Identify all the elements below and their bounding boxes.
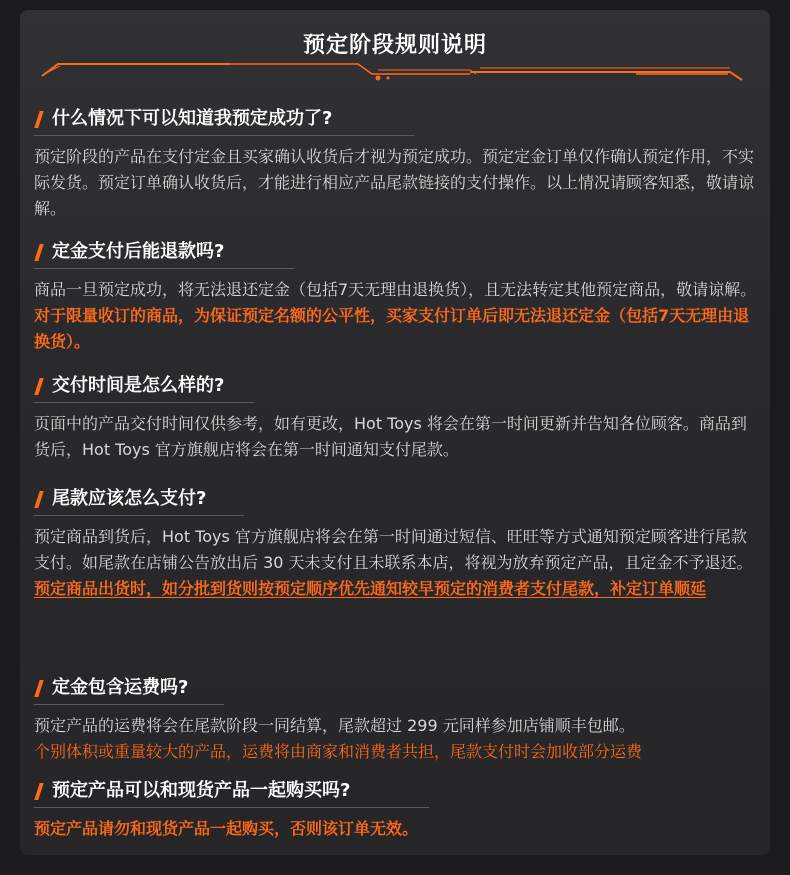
section-heading-text: 预定产品可以和现货产品一起购买吗?	[52, 780, 351, 801]
section-booking-success	[34, 104, 758, 222]
heading-underline	[34, 515, 244, 516]
accent-bar-icon	[34, 680, 44, 697]
section-text: 商品一旦预定成功，将无法退还定金（包括7天无理由退换货），且无法转定其他预定商品，敬请谅解。	[34, 280, 757, 299]
section-heading-text: 交付时间是怎么样的?	[52, 375, 225, 396]
section-body	[34, 816, 758, 842]
section-shipping-fee	[34, 673, 758, 765]
section-highlight: 对于限量收订的商品，为保证预定名额的公平性，买家支付订单后即无法退还定金（包括7天无理由退换货）。	[34, 306, 750, 351]
accent-bar-icon	[34, 491, 44, 508]
section-body	[34, 411, 758, 463]
section-heading	[34, 484, 758, 516]
section-body	[34, 144, 758, 222]
accent-bar-icon	[34, 111, 44, 128]
accent-bar-icon	[34, 783, 44, 800]
section-heading-text: 尾款应该怎么支付?	[52, 488, 207, 509]
accent-bar-icon	[34, 244, 44, 261]
title-decoration	[40, 60, 750, 84]
section-text: 预定阶段的产品在支付定金且买家确认收货后才视为预定成功。预定定金订单仅作确认预定作用，不实际发货。预定订单确认收货后，才能进行相应产品尾款链接的支付操作。以上情况请顾客知悉，敬请谅解。	[34, 147, 755, 218]
section-heading	[34, 673, 758, 705]
heading-underline	[34, 704, 224, 705]
section-text: 预定商品到货后，Hot Toys 官方旗舰店将会在第一时间通过短信、旺旺等方式通知预定顾客进行尾款支付。如尾款在店铺公告放出后 30 天未支付且未联系本店，将视为放弃预定产品，且定金不予退还。	[34, 527, 753, 572]
section-heading	[34, 237, 758, 269]
page-title: 预定阶段规则说明	[302, 33, 487, 58]
heading-underline	[34, 807, 429, 808]
section-body	[34, 713, 758, 765]
section-heading	[34, 104, 758, 136]
section-body	[34, 277, 758, 355]
section-body	[34, 524, 758, 602]
section-heading-text: 什么情况下可以知道我预定成功了?	[52, 108, 333, 129]
section-delivery-time	[34, 371, 758, 463]
section-balance-payment	[34, 484, 758, 602]
section-mixed-purchase	[34, 776, 758, 842]
heading-underline	[34, 402, 254, 403]
section-heading-text: 定金支付后能退款吗?	[52, 241, 225, 262]
section-refund	[34, 237, 758, 355]
section-text: 页面中的产品交付时间仅供参考，如有更改，Hot Toys 将会在第一时间更新并告知各位顾客。商品到货后，Hot Toys 官方旗舰店将会在第一时间通知支付尾款。	[34, 414, 747, 459]
section-highlight: 预定商品出货时，如分批到货则按预定顺序优先通知较早预定的消费者支付尾款，补定订单顺延	[34, 579, 707, 598]
section-text: 预定产品的运费将会在尾款阶段一同结算，尾款超过 299 元同样参加店铺顺丰包邮。	[34, 716, 635, 735]
heading-underline	[34, 135, 414, 136]
accent-bar-icon	[34, 378, 44, 395]
section-heading	[34, 776, 758, 808]
section-highlight: 预定产品请勿和现货产品一起购买，否则该订单无效。	[34, 819, 419, 838]
heading-underline	[34, 268, 294, 269]
section-heading	[34, 371, 758, 403]
section-heading-text: 定金包含运费吗?	[52, 677, 189, 698]
section-highlight: 个别体积或重量较大的产品，运费将由商家和消费者共担，尾款支付时会加收部分运费	[34, 742, 643, 761]
